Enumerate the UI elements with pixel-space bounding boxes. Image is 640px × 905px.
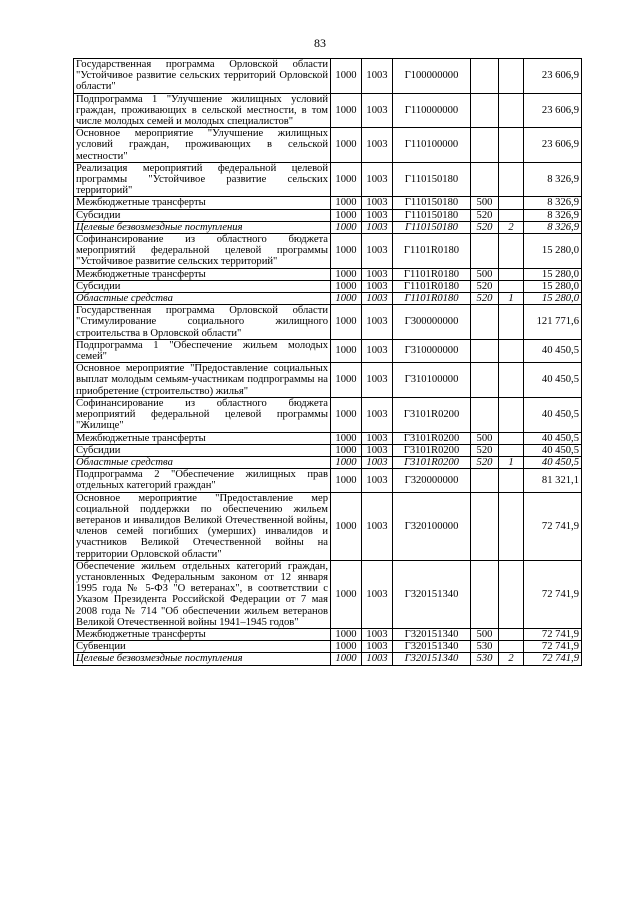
cell-expense-type: 520 [471, 209, 499, 221]
cell-expense-type [471, 128, 499, 163]
cell-name: Субвенции [74, 641, 331, 653]
cell-name: Подпрограмма 2 "Обеспечение жилищных прав отдельных категорий граждан" [74, 469, 331, 492]
cell-target-article: Г110150180 [393, 197, 471, 209]
cell-source-code [499, 339, 524, 362]
cell-target-article: Г320151340 [393, 641, 471, 653]
cell-target-article: Г110150180 [393, 209, 471, 221]
cell-section: 1000 [331, 197, 362, 209]
cell-source-code [499, 162, 524, 197]
cell-amount: 15 280,0 [524, 280, 582, 292]
cell-source-code [499, 628, 524, 640]
cell-name: Субсидии [74, 280, 331, 292]
cell-amount: 72 741,9 [524, 560, 582, 628]
cell-source-code: 2 [499, 653, 524, 665]
cell-subsection: 1003 [362, 59, 393, 94]
cell-subsection: 1003 [362, 293, 393, 305]
cell-amount: 40 450,5 [524, 444, 582, 456]
cell-section: 1000 [331, 221, 362, 233]
cell-name: Основное мероприятие "Улучшение жилищных условий граждан, проживающих в сельской местности" [74, 128, 331, 163]
cell-target-article: Г3101R0200 [393, 444, 471, 456]
page-number: 83 [314, 36, 326, 50]
cell-source-code [499, 209, 524, 221]
cell-expense-type: 530 [471, 641, 499, 653]
cell-expense-type [471, 560, 499, 628]
cell-target-article: Г320151340 [393, 653, 471, 665]
cell-amount: 72 741,9 [524, 492, 582, 560]
cell-source-code: 1 [499, 293, 524, 305]
cell-section: 1000 [331, 59, 362, 94]
cell-amount: 72 741,9 [524, 641, 582, 653]
cell-section: 1000 [331, 444, 362, 456]
cell-subsection: 1003 [362, 641, 393, 653]
cell-amount: 81 321,1 [524, 469, 582, 492]
cell-amount: 15 280,0 [524, 293, 582, 305]
cell-section: 1000 [331, 653, 362, 665]
cell-name: Подпрограмма 1 "Улучшение жилищных условий граждан, проживающих в сельской местности, в том числе молодых семей и молодых специалистов" [74, 93, 331, 128]
cell-target-article: Г110150180 [393, 162, 471, 197]
cell-target-article: Г1101R0180 [393, 293, 471, 305]
cell-target-article: Г3101R0200 [393, 432, 471, 444]
cell-section: 1000 [331, 305, 362, 340]
cell-subsection: 1003 [362, 363, 393, 398]
table-row [74, 397, 582, 432]
cell-amount: 40 450,5 [524, 456, 582, 468]
table-row [74, 432, 582, 444]
cell-source-code: 1 [499, 456, 524, 468]
cell-name: Государственная программа Орловской области "Устойчивое развитие сельских территорий Орловской области" [74, 59, 331, 94]
cell-section: 1000 [331, 363, 362, 398]
cell-amount: 72 741,9 [524, 628, 582, 640]
cell-source-code [499, 560, 524, 628]
cell-expense-type [471, 339, 499, 362]
cell-expense-type: 500 [471, 268, 499, 280]
cell-amount: 121 771,6 [524, 305, 582, 340]
table-row [74, 560, 582, 628]
cell-source-code [499, 59, 524, 94]
cell-name: Межбюджетные трансферты [74, 197, 331, 209]
cell-section: 1000 [331, 209, 362, 221]
table-row [74, 59, 582, 94]
cell-subsection: 1003 [362, 305, 393, 340]
cell-section: 1000 [331, 280, 362, 292]
cell-target-article: Г1101R0180 [393, 280, 471, 292]
cell-name: Обеспечение жильем отдельных категорий граждан, установленных Федеральным законом от 12 января 1995 года № 5-ФЗ "О ветеранах", в соответствии с Указом Президента Российской Федерации от 7 мая 2008 года № 714 "Об обеспечении жильем ветеранов Великой Отечественной войны 1941–1945 годов" [74, 560, 331, 628]
cell-source-code [499, 197, 524, 209]
cell-section: 1000 [331, 128, 362, 163]
cell-section: 1000 [331, 641, 362, 653]
cell-target-article: Г3101R0200 [393, 397, 471, 432]
cell-target-article: Г310100000 [393, 363, 471, 398]
cell-source-code [499, 280, 524, 292]
cell-target-article: Г100000000 [393, 59, 471, 94]
cell-subsection: 1003 [362, 128, 393, 163]
cell-target-article: Г110150180 [393, 221, 471, 233]
table-row [74, 209, 582, 221]
table-row [74, 641, 582, 653]
cell-name: Основное мероприятие "Предоставление социальных выплат молодым семьям-участникам подпрограммы на приобретение (строительство) жилья" [74, 363, 331, 398]
cell-name: Государственная программа Орловской области "Стимулирование социального жилищного строительства в Орловской области" [74, 305, 331, 340]
cell-expense-type [471, 234, 499, 269]
cell-target-article: Г300000000 [393, 305, 471, 340]
cell-source-code [499, 397, 524, 432]
cell-expense-type [471, 162, 499, 197]
cell-source-code: 2 [499, 221, 524, 233]
cell-source-code [499, 432, 524, 444]
cell-name: Межбюджетные трансферты [74, 432, 331, 444]
table-row [74, 234, 582, 269]
cell-name: Целевые безвозмездные поступления [74, 653, 331, 665]
cell-name: Межбюджетные трансферты [74, 268, 331, 280]
cell-subsection: 1003 [362, 432, 393, 444]
cell-subsection: 1003 [362, 280, 393, 292]
cell-subsection: 1003 [362, 93, 393, 128]
cell-amount: 40 450,5 [524, 432, 582, 444]
cell-amount: 23 606,9 [524, 93, 582, 128]
cell-name: Субсидии [74, 444, 331, 456]
cell-section: 1000 [331, 397, 362, 432]
cell-amount: 8 326,9 [524, 221, 582, 233]
cell-amount: 72 741,9 [524, 653, 582, 665]
cell-target-article: Г320151340 [393, 628, 471, 640]
cell-target-article: Г320151340 [393, 560, 471, 628]
cell-subsection: 1003 [362, 628, 393, 640]
cell-target-article: Г320100000 [393, 492, 471, 560]
cell-amount: 40 450,5 [524, 363, 582, 398]
cell-expense-type: 520 [471, 456, 499, 468]
cell-source-code [499, 444, 524, 456]
cell-subsection: 1003 [362, 456, 393, 468]
cell-source-code [499, 641, 524, 653]
table-row [74, 339, 582, 362]
cell-name: Субсидии [74, 209, 331, 221]
cell-name: Реализация мероприятий федеральной целевой программы "Устойчивое развитие сельских территорий" [74, 162, 331, 197]
cell-section: 1000 [331, 492, 362, 560]
budget-table-body [74, 59, 582, 666]
cell-target-article: Г110100000 [393, 128, 471, 163]
cell-amount: 40 450,5 [524, 339, 582, 362]
cell-subsection: 1003 [362, 197, 393, 209]
table-row [74, 162, 582, 197]
cell-expense-type: 500 [471, 628, 499, 640]
cell-expense-type: 500 [471, 432, 499, 444]
cell-name: Областные средства [74, 293, 331, 305]
cell-amount: 40 450,5 [524, 397, 582, 432]
cell-name: Межбюджетные трансферты [74, 628, 331, 640]
cell-expense-type: 520 [471, 444, 499, 456]
table-row [74, 444, 582, 456]
cell-name: Софинансирование из областного бюджета мероприятий федеральной целевой программы "Устойчивое развитие сельских территорий" [74, 234, 331, 269]
cell-section: 1000 [331, 234, 362, 269]
cell-subsection: 1003 [362, 492, 393, 560]
cell-amount: 8 326,9 [524, 197, 582, 209]
cell-section: 1000 [331, 432, 362, 444]
cell-target-article: Г1101R0180 [393, 268, 471, 280]
cell-expense-type [471, 492, 499, 560]
cell-expense-type: 530 [471, 653, 499, 665]
cell-subsection: 1003 [362, 268, 393, 280]
cell-section: 1000 [331, 628, 362, 640]
cell-target-article: Г1101R0180 [393, 234, 471, 269]
cell-subsection: 1003 [362, 339, 393, 362]
table-row [74, 363, 582, 398]
table-row [74, 653, 582, 665]
cell-amount: 15 280,0 [524, 268, 582, 280]
table-row [74, 628, 582, 640]
cell-expense-type: 500 [471, 197, 499, 209]
cell-source-code [499, 363, 524, 398]
cell-section: 1000 [331, 293, 362, 305]
cell-expense-type [471, 397, 499, 432]
cell-expense-type [471, 93, 499, 128]
cell-section: 1000 [331, 469, 362, 492]
table-row [74, 268, 582, 280]
cell-expense-type [471, 305, 499, 340]
cell-amount: 8 326,9 [524, 209, 582, 221]
table-row [74, 221, 582, 233]
cell-section: 1000 [331, 268, 362, 280]
cell-section: 1000 [331, 456, 362, 468]
cell-subsection: 1003 [362, 653, 393, 665]
table-row [74, 280, 582, 292]
cell-name: Областные средства [74, 456, 331, 468]
cell-section: 1000 [331, 162, 362, 197]
cell-section: 1000 [331, 93, 362, 128]
cell-target-article: Г320000000 [393, 469, 471, 492]
cell-subsection: 1003 [362, 234, 393, 269]
cell-target-article: Г310000000 [393, 339, 471, 362]
table-row [74, 197, 582, 209]
cell-source-code [499, 128, 524, 163]
cell-name: Целевые безвозмездные поступления [74, 221, 331, 233]
cell-expense-type [471, 363, 499, 398]
cell-subsection: 1003 [362, 397, 393, 432]
cell-expense-type: 520 [471, 293, 499, 305]
cell-expense-type [471, 59, 499, 94]
cell-section: 1000 [331, 560, 362, 628]
budget-table [73, 58, 582, 666]
cell-source-code [499, 492, 524, 560]
cell-source-code [499, 305, 524, 340]
table-row [74, 293, 582, 305]
table-row [74, 469, 582, 492]
cell-target-article: Г3101R0200 [393, 456, 471, 468]
table-row [74, 305, 582, 340]
cell-expense-type [471, 469, 499, 492]
cell-source-code [499, 268, 524, 280]
cell-source-code [499, 93, 524, 128]
table-row [74, 93, 582, 128]
cell-amount: 15 280,0 [524, 234, 582, 269]
cell-name: Подпрограмма 1 "Обеспечение жильем молодых семей" [74, 339, 331, 362]
table-row [74, 456, 582, 468]
table-row [74, 128, 582, 163]
cell-subsection: 1003 [362, 162, 393, 197]
cell-name: Софинансирование из областного бюджета мероприятий федеральной целевой программы "Жилище" [74, 397, 331, 432]
cell-source-code [499, 234, 524, 269]
cell-subsection: 1003 [362, 209, 393, 221]
cell-subsection: 1003 [362, 444, 393, 456]
cell-name: Основное мероприятие "Предоставление мер социальной поддержки по обеспечению жильем ветеранов и инвалидов Великой Отечественной войны, членов семей погибших (умерших) инвалидов и участников Великой Отечественной войны на территории Орловской области" [74, 492, 331, 560]
cell-section: 1000 [331, 339, 362, 362]
cell-subsection: 1003 [362, 560, 393, 628]
cell-amount: 8 326,9 [524, 162, 582, 197]
cell-expense-type: 520 [471, 280, 499, 292]
cell-expense-type: 520 [471, 221, 499, 233]
cell-amount: 23 606,9 [524, 59, 582, 94]
table-row [74, 492, 582, 560]
cell-amount: 23 606,9 [524, 128, 582, 163]
cell-subsection: 1003 [362, 221, 393, 233]
cell-source-code [499, 469, 524, 492]
cell-target-article: Г110000000 [393, 93, 471, 128]
cell-subsection: 1003 [362, 469, 393, 492]
